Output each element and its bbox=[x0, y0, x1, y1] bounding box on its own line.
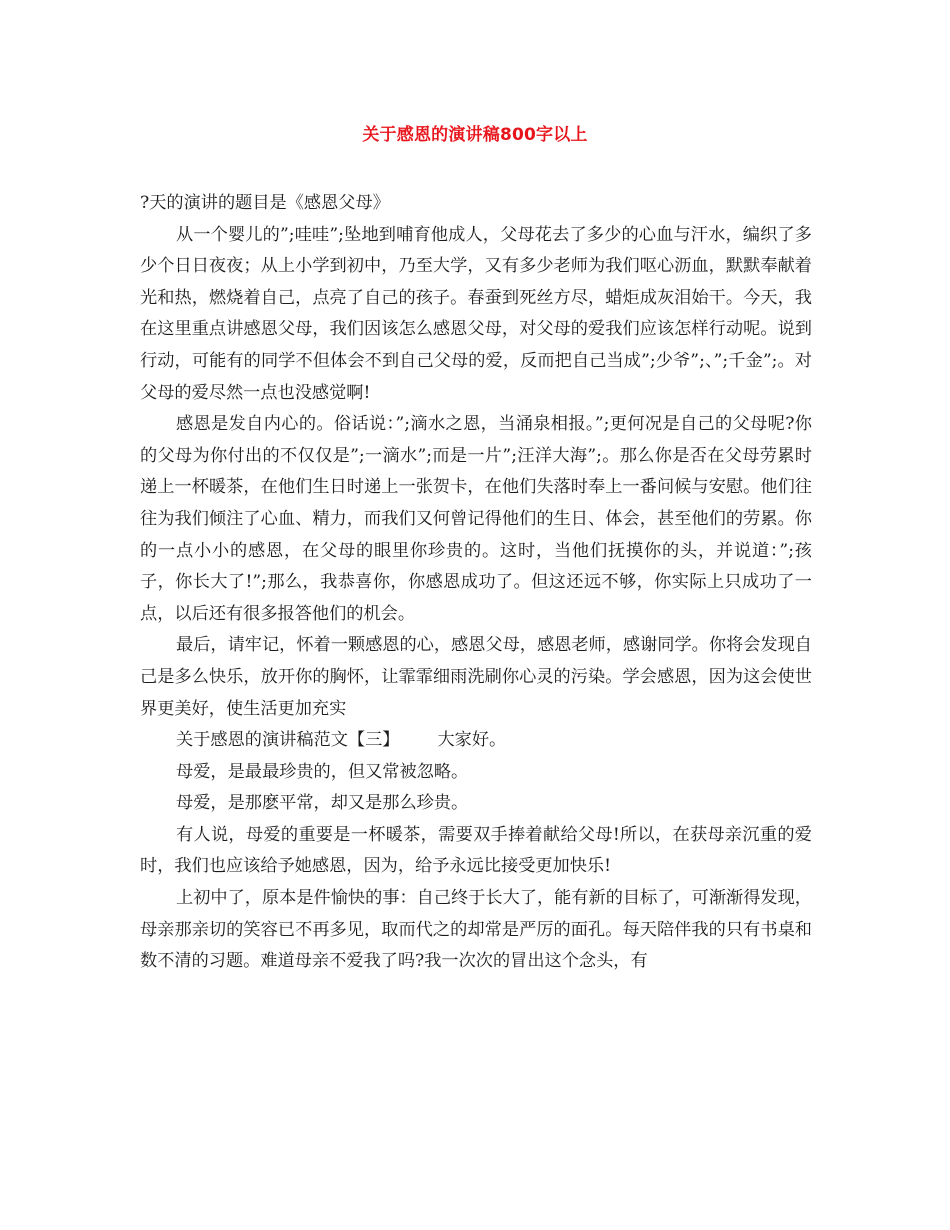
section-paragraph-3: 有人说，母爱的重要是一杯暖茶，需要双手捧着献给父母!所以，在获母亲沉重的爱时，我们也应该给予她感恩，因为，给予永远比接受更加快乐! bbox=[140, 824, 812, 877]
section-greeting: 大家好。 bbox=[437, 730, 507, 751]
section-heading-line bbox=[140, 725, 812, 757]
document-body bbox=[140, 188, 812, 978]
body-paragraph-1: 从一个婴儿的”;哇哇”;坠地到哺育他成人，父母花去了多少的心血与汗水，编织了多少个日日夜夜；从上小学到初中，乃至大学，又有多少老师为我们呕心沥血，默默奉献着光和热，燃烧着自己，点亮了自己的孩子。春蚕到死丝方尽，蜡炬成灰泪始干。今天，我在这里重点讲感恩父母，我们因该怎么感恩父母，对父母的爱我们应该怎样行动呢。说到行动，可能有的同学不但体会不到自己父母的爱，反而把自己当成”;少爷”;、”;千金”;。对父母的爱尽然一点也没感觉啊! bbox=[140, 224, 812, 403]
section-paragraph-4: 上初中了，原本是件愉快的事：自己终于长大了，能有新的目标了，可渐渐得发现，母亲那亲切的笑容已不再多见，取而代之的却常是严厉的面孔。每天陪伴我的只有书桌和数不清的习题。难道母亲不爱我了吗?我一次次的冒出这个念头，有 bbox=[140, 888, 812, 972]
body-paragraph-2: 感恩是发自内心的。俗话说：”;滴水之恩，当涌泉相报。”;更何况是自己的父母呢?你的父母为你付出的不仅仅是”;一滴水”;而是一片”;汪洋大海”;。那么你是否在父母劳累时递上一杯暖茶，在他们生日时递上一张贺卡，在他们失落时奉上一番问候与安慰。他们往往为我们倾注了心血、精力，而我们又何曾记得他们的生日、体会，甚至他们的劳累。你的一点小小的感恩，在父母的眼里你珍贵的。这时，当他们抚摸你的头，并说道：”;孩子，你长大了!”;那么，我恭喜你，你感恩成功了。但这还远不够，你实际上只成功了一点，以后还有很多报答他们的机会。 bbox=[140, 414, 812, 624]
section-heading: 关于感恩的演讲稿范文【三】 bbox=[176, 730, 400, 751]
intro-line: ?天的演讲的题目是《感恩父母》 bbox=[140, 193, 390, 213]
section-paragraph-1: 母爱，是最最珍贵的，但又常被忽略。 bbox=[176, 761, 469, 782]
document-title: 关于感恩的演讲稿800字以上 bbox=[362, 125, 588, 145]
body-paragraph-3: 最后，请牢记，怀着一颗感恩的心，感恩父母，感恩老师，感谢同学。你将会发现自己是多么快乐，放开你的胸怀，让霏霏细雨洗刷你心灵的污染。学会感恩，因为这会使世界更美好，使生活更加充实 bbox=[140, 635, 812, 719]
section-paragraph-2: 母爱，是那麽平常，却又是那么珍贵。 bbox=[176, 793, 469, 814]
